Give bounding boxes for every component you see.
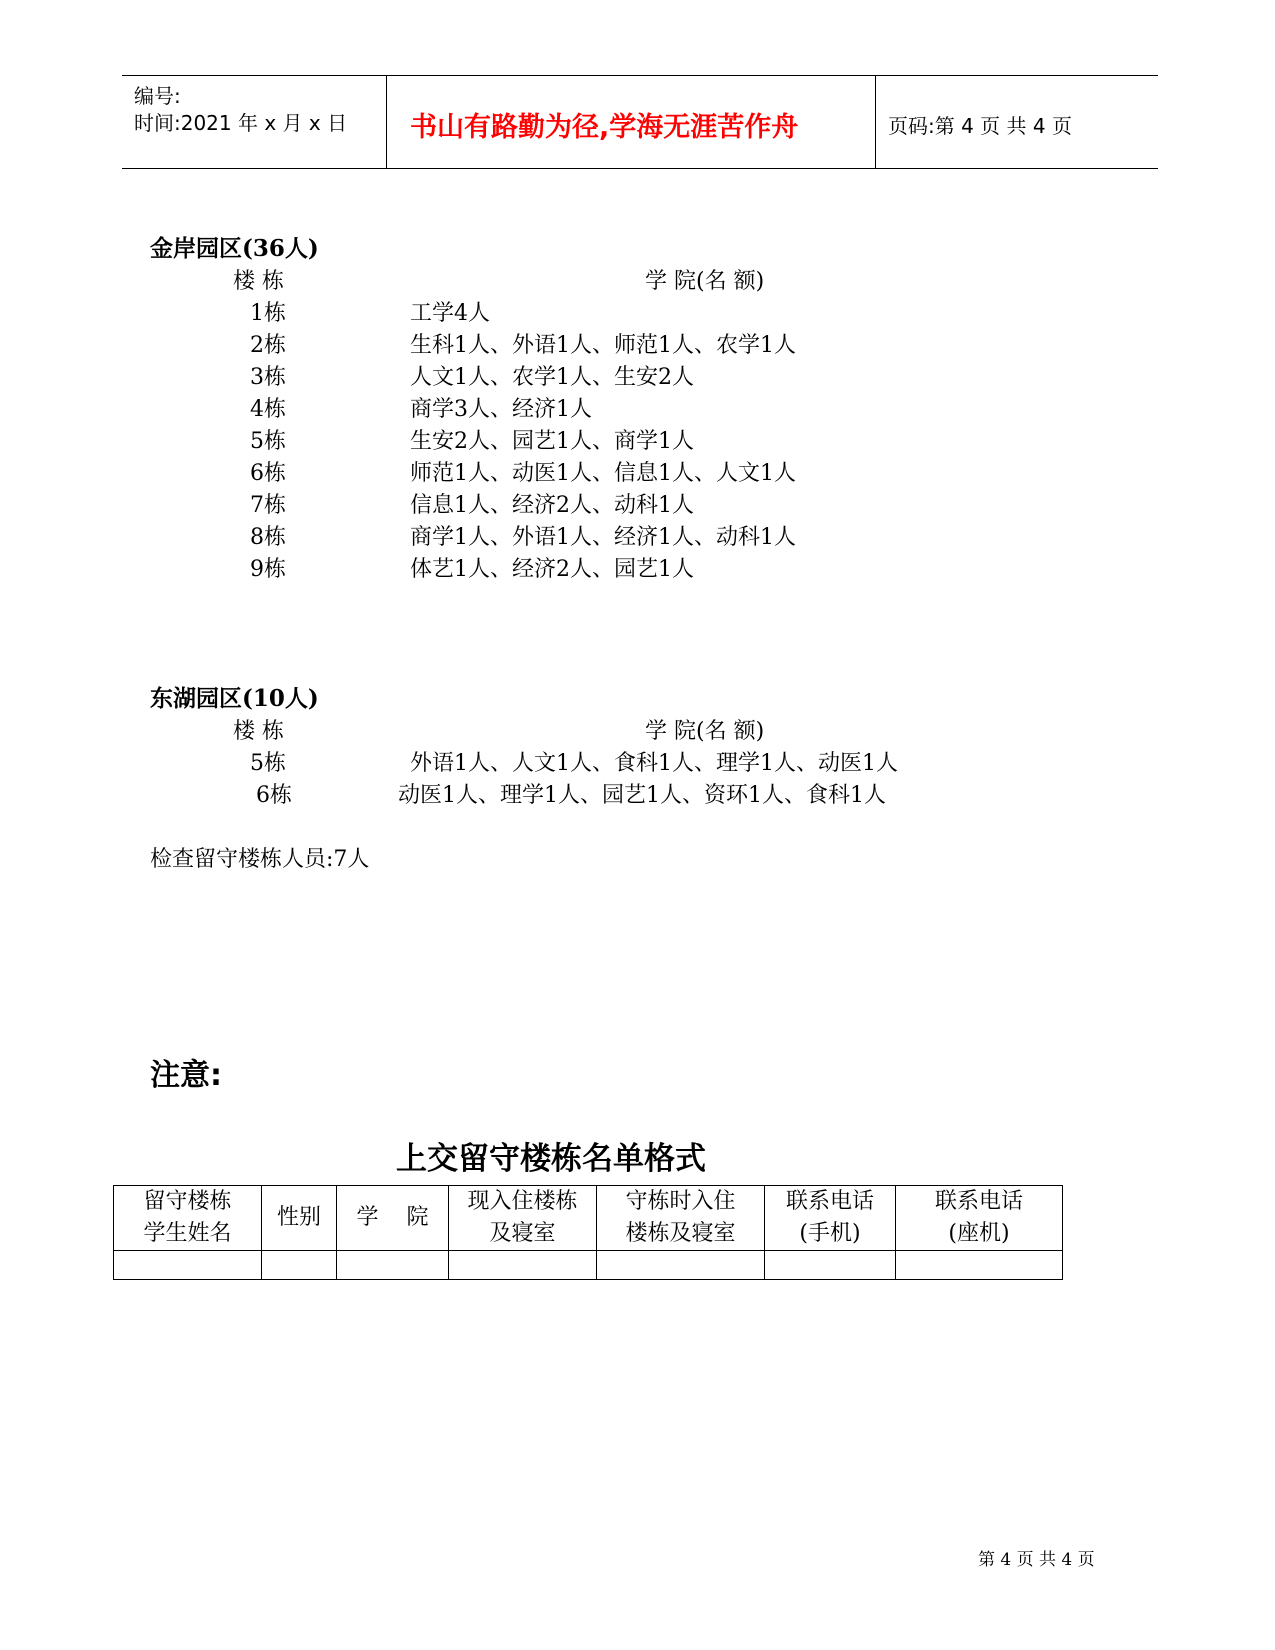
college-cell: 信息1人、经济2人、动科1人	[410, 493, 694, 518]
college-cell: 生安2人、园艺1人、商学1人	[410, 429, 694, 454]
header-top-rule	[122, 75, 1158, 76]
college-cell: 动医1人、理学1人、园艺1人、资环1人、食科1人	[398, 783, 886, 808]
college-cell: 商学3人、经济1人	[410, 397, 592, 422]
table-cell[interactable]	[262, 1251, 337, 1280]
col-header-building: 楼 栋	[233, 269, 284, 294]
college-cell: 商学1人、外语1人、经济1人、动科1人	[410, 525, 796, 550]
col-header-building: 楼 栋	[233, 719, 284, 744]
table-header-cell: 留守楼栋 学生姓名	[114, 1186, 262, 1251]
table-cell[interactable]	[337, 1251, 449, 1280]
header-motto: 书山有路勤为径,学海无涯苦作舟	[410, 112, 799, 143]
college-cell: 师范1人、动医1人、信息1人、人文1人	[410, 461, 796, 486]
format-table-title: 上交留守楼栋名单格式	[396, 1141, 706, 1177]
building-cell: 9栋	[250, 557, 286, 582]
table-header-row	[114, 1186, 1063, 1251]
table-cell[interactable]	[114, 1251, 262, 1280]
col-header-college: 学 院(名 额)	[645, 719, 765, 744]
header-page-label: 页码:第 4 页 共 4 页	[888, 114, 1072, 138]
table-header-cell: 学 院	[337, 1186, 449, 1251]
inspect-staff-line: 检查留守楼栋人员:7人	[150, 847, 370, 872]
building-cell: 5栋	[250, 751, 286, 776]
format-table	[113, 1185, 1063, 1280]
college-cell: 人文1人、农学1人、生安2人	[410, 365, 694, 390]
college-cell: 工学4人	[410, 301, 490, 326]
table-header-cell: 性别	[262, 1186, 337, 1251]
table-header-cell: 现入住楼栋 及寝室	[449, 1186, 597, 1251]
building-cell: 5栋	[250, 429, 286, 454]
header-divider-left	[386, 75, 387, 168]
section-title-jinan: 金岸园区(36人)	[150, 235, 319, 262]
section-title-donghu: 东湖园区(10人)	[150, 685, 319, 712]
table-cell[interactable]	[896, 1251, 1063, 1280]
table-cell[interactable]	[449, 1251, 597, 1280]
col-header-college: 学 院(名 额)	[645, 269, 765, 294]
table-cell[interactable]	[597, 1251, 765, 1280]
header-number-label: 编号:	[134, 84, 181, 108]
table-row	[114, 1251, 1063, 1280]
building-cell: 7栋	[250, 493, 286, 518]
building-cell: 8栋	[250, 525, 286, 550]
building-cell: 2栋	[250, 333, 286, 358]
table-header-cell: 联系电话 (座机)	[896, 1186, 1063, 1251]
building-cell: 6栋	[256, 783, 292, 808]
header-bottom-rule	[122, 168, 1158, 169]
building-cell: 3栋	[250, 365, 286, 390]
building-cell: 4栋	[250, 397, 286, 422]
header-time-label: 时间:2021 年 x 月 x 日	[134, 111, 348, 135]
college-cell: 体艺1人、经济2人、园艺1人	[410, 557, 694, 582]
table-header-cell: 联系电话 (手机)	[765, 1186, 896, 1251]
building-cell: 1栋	[250, 301, 286, 326]
note-title: 注意:	[150, 1058, 222, 1093]
college-cell: 生科1人、外语1人、师范1人、农学1人	[410, 333, 796, 358]
table-cell[interactable]	[765, 1251, 896, 1280]
page-footer: 第 4 页 共 4 页	[978, 1550, 1095, 1570]
table-header-cell: 守栋时入住 楼栋及寝室	[597, 1186, 765, 1251]
college-cell: 外语1人、人文1人、食科1人、理学1人、动医1人	[410, 751, 898, 776]
header-divider-right	[875, 75, 876, 168]
building-cell: 6栋	[250, 461, 286, 486]
